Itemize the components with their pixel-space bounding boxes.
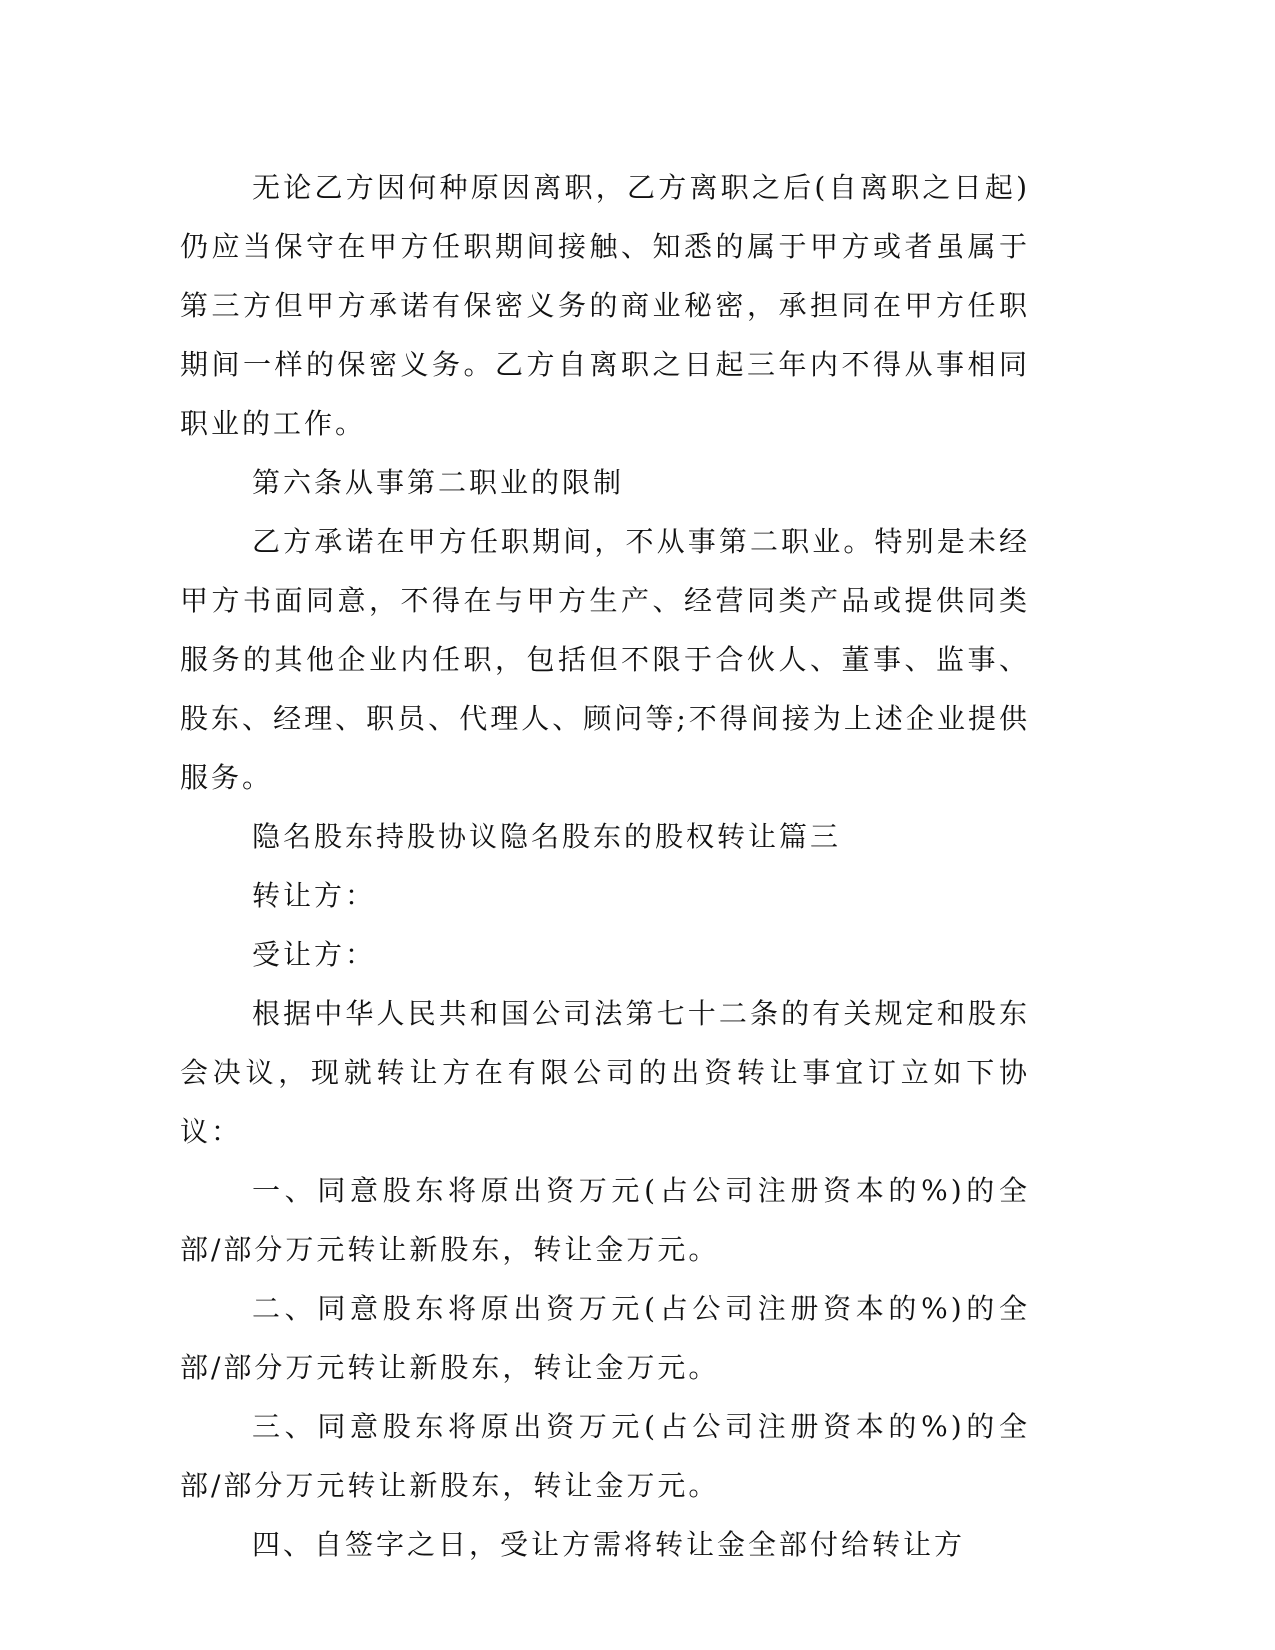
paragraph-second-job-restriction: 乙方承诺在甲方任职期间，不从事第二职业。特别是未经甲方书面同意，不得在与甲方生产、经营同类产品或提供同类服务的其他企业内任职，包括但不限于合伙人、董事、监事、股东、经理、职员、代理人、顾问等;不得间接为上述企业提供服务。 [180,525,1030,794]
heading-article-six: 第六条从事第二职业的限制 [252,466,625,499]
transferee-label: 受让方： [252,938,377,971]
clause-three: 三、同意股东将原出资万元(占公司注册资本的%)的全部/部分万元转让新股东，转让金万元。 [180,1410,1030,1502]
paragraph-legal-basis: 根据中华人民共和国公司法第七十二条的有关规定和股东会决议，现就转让方在有限公司的出资转让事宜订立如下协议： [180,997,1030,1148]
heading-part-three: 隐名股东持股协议隐名股东的股权转让篇三 [252,820,842,853]
clause-four: 四、自签字之日，受让方需将转让金全部付给转让方 [252,1528,966,1561]
transferor-label: 转让方： [252,879,377,912]
document-body [180,158,1030,1574]
paragraph-confidentiality-after-leaving: 无论乙方因何种原因离职，乙方离职之后(自离职之日起)仍应当保守在甲方任职期间接触、知悉的属于甲方或者虽属于第三方但甲方承诺有保密义务的商业秘密，承担同在甲方任职期间一样的保密义务。乙方自离职之日起三年内不得从事相同职业的工作。 [180,171,1030,440]
clause-two: 二、同意股东将原出资万元(占公司注册资本的%)的全部/部分万元转让新股东，转让金万元。 [180,1292,1030,1384]
clause-one: 一、同意股东将原出资万元(占公司注册资本的%)的全部/部分万元转让新股东，转让金万元。 [180,1174,1030,1266]
